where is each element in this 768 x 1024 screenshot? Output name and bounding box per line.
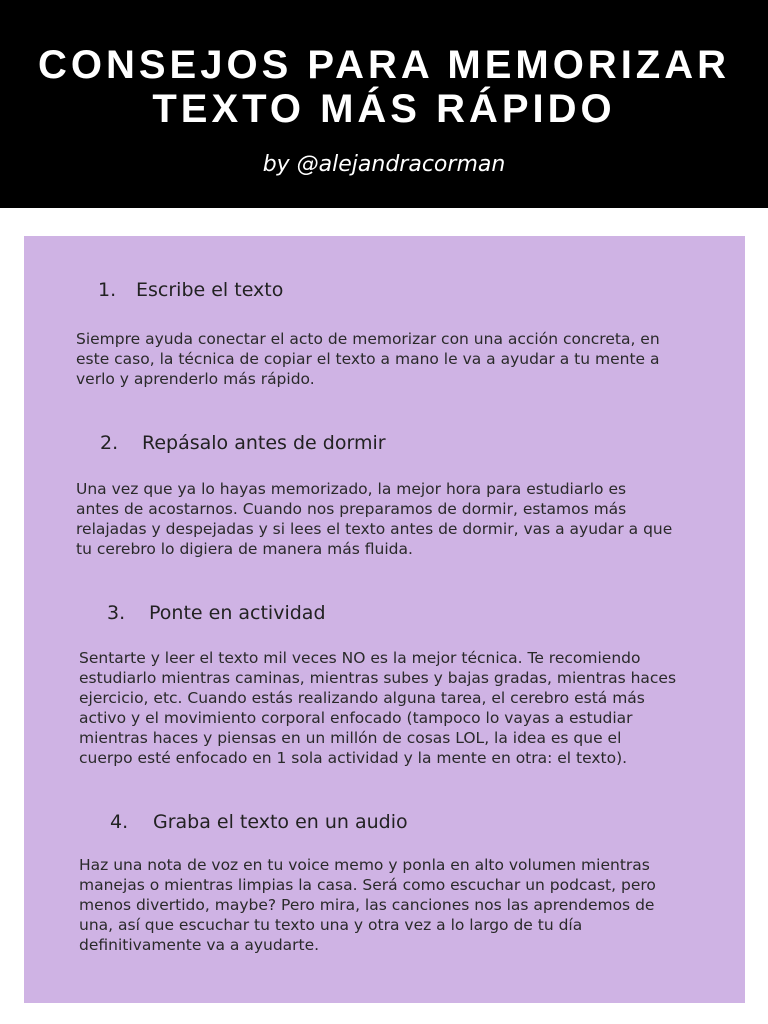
tip-3-body: [79, 648, 676, 768]
tip-4-body-line: manejas o mientras limpias la casa. Será como escuchar un podcast, pero: [79, 876, 656, 894]
tip-4-heading: [110, 810, 408, 834]
header-banner: [0, 0, 768, 208]
tip-1-title: Escribe el texto: [136, 279, 284, 301]
tip-1-heading: [98, 278, 283, 302]
tip-3-body-line: cuerpo esté enfocado en 1 sola actividad y la mente en otra: el texto).: [79, 749, 628, 767]
tip-3-body-line: activo y el movimiento corporal enfocado (tampoco lo vayas a estudiar: [79, 709, 633, 727]
tip-2-title: Repásalo antes de dormir: [142, 432, 386, 454]
tip-3-body-line: estudiarlo mientras caminas, mientras subes y bajas gradas, mientras haces: [79, 669, 677, 687]
tip-4-body-line: menos divertido, maybe? Pero mira, las canciones nos las aprendemos de: [79, 896, 655, 914]
author-byline: by @alejandracorman: [262, 152, 506, 177]
tip-4-body-line: definitivamente va a ayudarte.: [79, 936, 320, 954]
tip-1-body: [76, 329, 660, 389]
tip-4-number: 4.: [110, 811, 129, 833]
page-title-line-1: CONSEJOS PARA MEMORIZAR: [37, 43, 731, 87]
tip-4-body-line: una, así que escuchar tu texto una y otra vez a lo largo de tu día: [79, 916, 583, 934]
tip-3-number: 3.: [107, 602, 126, 624]
tip-1-body-line: Siempre ayuda conectar el acto de memorizar con una acción concreta, en: [76, 330, 660, 348]
tip-3-body-line: ejercicio, etc. Cuando estás realizando alguna tarea, el cerebro está más: [79, 689, 645, 707]
tip-2-body-line: relajadas y despejadas y si lees el texto antes de dormir, vas a ayudar a que: [76, 520, 673, 538]
tip-1-body-line: verlo y aprenderlo más rápido.: [76, 370, 315, 388]
tip-3-heading: [107, 601, 326, 625]
tip-4-body-line: Haz una nota de voz en tu voice memo y ponla en alto volumen mientras: [79, 856, 650, 874]
tip-3-body-line: mientras haces y piensas en un millón de cosas LOL, la idea es que el: [79, 729, 622, 747]
tip-2-body-line: tu cerebro lo digiera de manera más fluida.: [76, 540, 413, 558]
tip-2-number: 2.: [100, 432, 119, 454]
tip-3-body-line: Sentarte y leer el texto mil veces NO es la mejor técnica. Te recomiendo: [79, 649, 641, 667]
tip-2-body-line: Una vez que ya lo hayas memorizado, la mejor hora para estudiarlo es: [76, 480, 627, 498]
tip-4-body: [79, 855, 656, 955]
tip-4-title: Graba el texto en un audio: [153, 811, 408, 833]
tip-2-body: [76, 479, 672, 559]
tip-1-number: 1.: [98, 279, 117, 301]
tip-2-heading: [100, 431, 386, 455]
tip-2-body-line: antes de acostarnos. Cuando nos preparamos de dormir, estamos más: [76, 500, 627, 518]
page-title-line-2: TEXTO MÁS RÁPIDO: [152, 87, 616, 131]
tip-1-body-line: este caso, la técnica de copiar el texto a mano le va a ayudar a tu mente a: [76, 350, 660, 368]
tip-3-title: Ponte en actividad: [149, 602, 326, 624]
tips-panel: [24, 236, 745, 1003]
